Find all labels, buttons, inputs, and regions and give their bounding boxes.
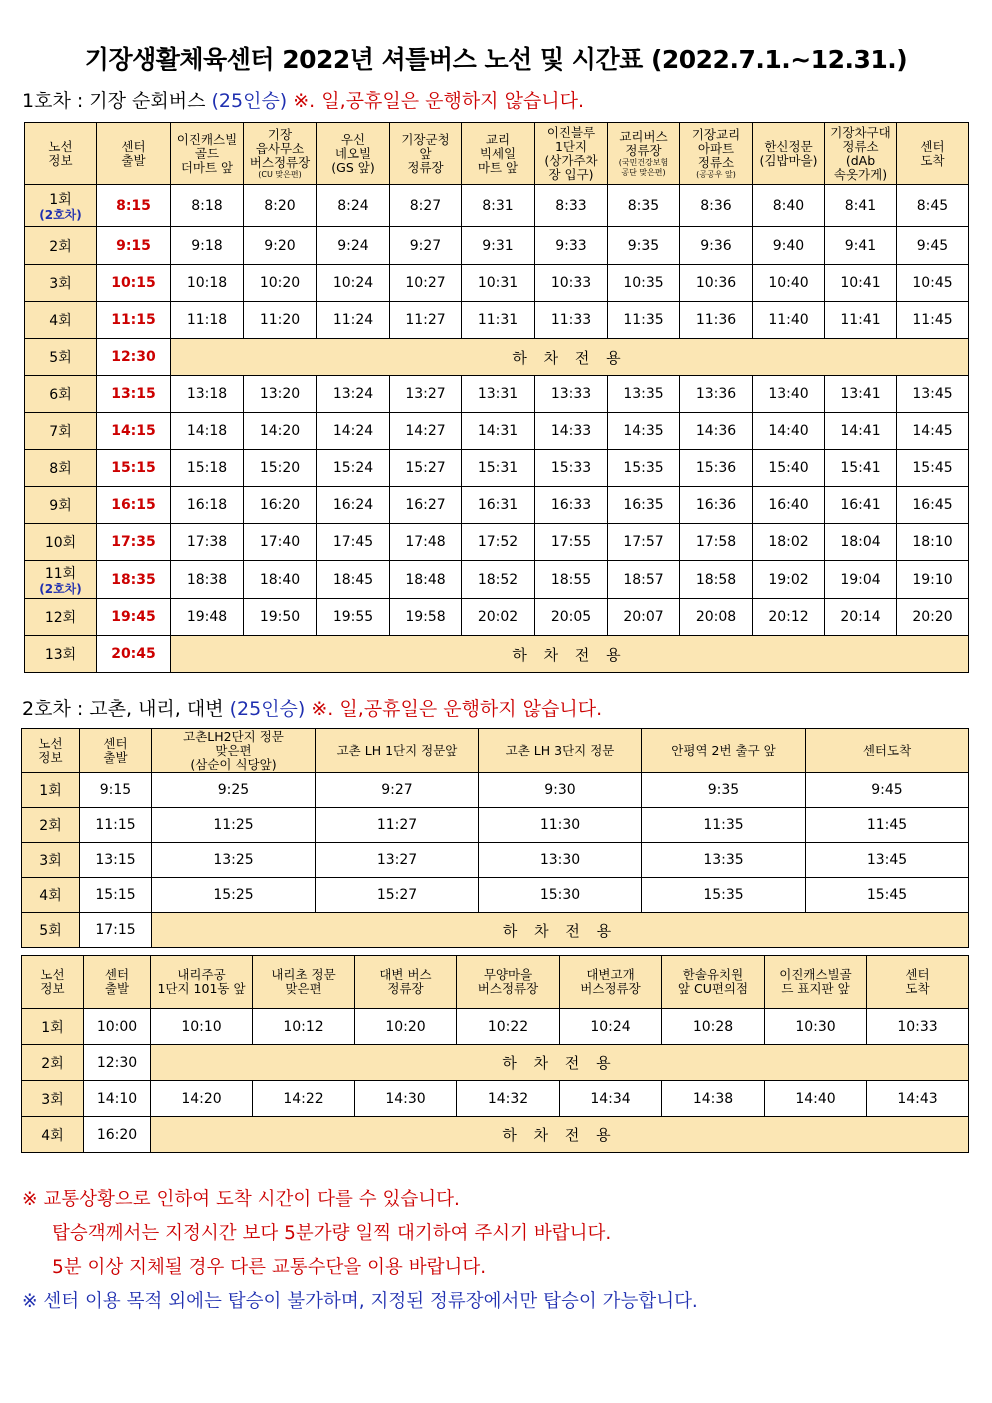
stop-time-cell: 14:40 [765, 1081, 867, 1117]
stop-time-cell: 9:27 [390, 227, 462, 265]
table-row [22, 1117, 969, 1153]
drop-off-only-cell: 하 차 전 용 [152, 913, 969, 948]
trip-label: 1회 [22, 773, 80, 808]
bus2a-header-4: 고촌 LH 3단지 정문 [479, 729, 642, 773]
stop-time-cell: 18:02 [753, 524, 825, 561]
bus2-heading: 2호차 : 고촌, 내리, 대변 [22, 698, 224, 720]
stop-time-cell: 13:45 [897, 376, 969, 413]
stop-time-cell: 11:45 [806, 808, 969, 843]
stop-time-cell: 9:24 [317, 227, 390, 265]
stop-time-cell: 14:30 [355, 1081, 457, 1117]
stop-time-cell: 14:20 [244, 413, 317, 450]
bus2b-header-6: 대변고개 버스정류장 [560, 956, 662, 1009]
stop-time-cell: 8:35 [608, 185, 680, 227]
table-row [25, 302, 969, 339]
stop-time-cell: 17:57 [608, 524, 680, 561]
table-row [25, 599, 969, 636]
stop-time-cell: 9:18 [171, 227, 244, 265]
stop-time-cell: 11:36 [680, 302, 753, 339]
bus1-header-row [25, 123, 969, 185]
stop-time-cell: 8:36 [680, 185, 753, 227]
table-row [25, 413, 969, 450]
stop-time-cell: 18:10 [897, 524, 969, 561]
bus1-header-9-note: (공공우 앞) [696, 169, 736, 179]
stop-time-cell: 15:35 [608, 450, 680, 487]
stop-time-cell: 9:35 [608, 227, 680, 265]
bus1-header-12: 센터 도착 [897, 123, 969, 185]
trip-label: 8회 [25, 450, 97, 487]
trip-label: 10회 [25, 524, 97, 561]
stop-time-cell: 13:27 [316, 843, 479, 878]
bus2b-header-8: 이진캐스빌골 드 표지판 앞 [765, 956, 867, 1009]
drop-off-only-cell: 하 차 전 용 [151, 1117, 969, 1153]
stop-time-cell: 14:20 [151, 1081, 253, 1117]
stop-time-cell: 8:40 [753, 185, 825, 227]
table-row [25, 265, 969, 302]
bus2a-header-row [22, 729, 969, 773]
stop-time-cell: 20:12 [753, 599, 825, 636]
trip-label: 6회 [25, 376, 97, 413]
bus2b-header-9: 센터 도착 [867, 956, 969, 1009]
trip-label: 1회 [22, 1009, 84, 1045]
stop-time-cell: 11:41 [825, 302, 897, 339]
stop-time-cell: 15:45 [897, 450, 969, 487]
stop-time-cell: 14:24 [317, 413, 390, 450]
note-boarding-rule: ※ 센터 이용 목적 외에는 탑승이 불가하며, 지정된 정류장에서만 탑승이 가능합니다. [22, 1291, 698, 1312]
bus1-header-1: 센터 출발 [97, 123, 171, 185]
stop-time-cell: 13:36 [680, 376, 753, 413]
bus1-header-3-note: (CU 맞은편) [258, 169, 302, 179]
bus2b-header-1: 센터 출발 [84, 956, 151, 1009]
stop-time-cell: 13:35 [608, 376, 680, 413]
stop-time-cell: 10:12 [253, 1009, 355, 1045]
trip-label-bus-note: (2호차) [39, 208, 82, 222]
stop-time-cell: 13:41 [825, 376, 897, 413]
stop-time-cell: 16:24 [317, 487, 390, 524]
stop-time-cell: 17:40 [244, 524, 317, 561]
stop-time-cell: 13:27 [390, 376, 462, 413]
stop-time-cell: 17:45 [317, 524, 390, 561]
stop-time-cell: 17:58 [680, 524, 753, 561]
trip-label: 3회 [25, 265, 97, 302]
center-departure-time: 12:30 [84, 1045, 151, 1081]
stop-time-cell: 16:45 [897, 487, 969, 524]
stop-time-cell: 16:27 [390, 487, 462, 524]
stop-time-cell: 14:38 [662, 1081, 765, 1117]
stop-time-cell: 15:33 [535, 450, 608, 487]
bus1-header-9: 기장교리 아파트 정류소 (공공우 앞) [680, 123, 753, 185]
table-row [22, 913, 969, 948]
bus2b-header-0: 노선 정보 [22, 956, 84, 1009]
trip-label: 2회 [22, 808, 80, 843]
bus1-header-8-note: (국민건강보험 공단 맞은편) [618, 157, 669, 177]
stop-time-cell: 18:58 [680, 561, 753, 599]
stop-time-cell: 9:45 [897, 227, 969, 265]
stop-time-cell: 18:40 [244, 561, 317, 599]
notes [22, 1183, 698, 1319]
stop-time-cell: 18:38 [171, 561, 244, 599]
bus1-header-5: 기장군청 앞 정류장 [390, 123, 462, 185]
stop-time-cell: 13:31 [462, 376, 535, 413]
stop-time-cell: 11:25 [152, 808, 316, 843]
bus1-header-6: 교리 빅세일 마트 앞 [462, 123, 535, 185]
stop-time-cell: 10:27 [390, 265, 462, 302]
stop-time-cell: 11:35 [642, 808, 806, 843]
stop-time-cell: 8:24 [317, 185, 390, 227]
stop-time-cell: 16:18 [171, 487, 244, 524]
bus2-timetable-gochon [21, 728, 969, 948]
bus2a-header-1: 센터 출발 [80, 729, 152, 773]
center-departure-time: 11:15 [97, 302, 171, 339]
stop-time-cell: 10:22 [457, 1009, 560, 1045]
stop-time-cell: 13:20 [244, 376, 317, 413]
stop-time-cell: 9:33 [535, 227, 608, 265]
stop-time-cell: 14:27 [390, 413, 462, 450]
stop-time-cell: 18:04 [825, 524, 897, 561]
center-departure-time: 12:30 [97, 339, 171, 376]
stop-time-cell: 10:28 [662, 1009, 765, 1045]
trip-label: 9회 [25, 487, 97, 524]
stop-time-cell: 15:45 [806, 878, 969, 913]
stop-time-cell: 15:40 [753, 450, 825, 487]
stop-time-cell: 14:43 [867, 1081, 969, 1117]
bus2b-header-7: 한솔유치원 앞 CU편의점 [662, 956, 765, 1009]
bus1-capacity: (25인승) [211, 90, 288, 112]
table-row [25, 339, 969, 376]
table-row [25, 524, 969, 561]
bus1-header-10: 한신정문 (김밥마을) [753, 123, 825, 185]
stop-time-cell: 9:31 [462, 227, 535, 265]
stop-time-cell: 14:34 [560, 1081, 662, 1117]
table-row [22, 1081, 969, 1117]
stop-time-cell: 14:41 [825, 413, 897, 450]
bus1-header-2: 이진캐스빌 골드 더마트 앞 [171, 123, 244, 185]
stop-time-cell: 20:07 [608, 599, 680, 636]
stop-time-cell: 11:40 [753, 302, 825, 339]
stop-time-cell: 11:24 [317, 302, 390, 339]
stop-time-cell: 10:36 [680, 265, 753, 302]
stop-time-cell: 10:20 [355, 1009, 457, 1045]
stop-time-cell: 15:35 [642, 878, 806, 913]
bus1-heading-line [22, 86, 584, 113]
table-row [25, 636, 969, 673]
trip-label: 3회 [22, 1081, 84, 1117]
stop-time-cell: 11:30 [479, 808, 642, 843]
table-row [22, 773, 969, 808]
stop-time-cell: 16:36 [680, 487, 753, 524]
trip-label: 7회 [25, 413, 97, 450]
stop-time-cell: 14:35 [608, 413, 680, 450]
stop-time-cell: 13:40 [753, 376, 825, 413]
trip-label-bus-note: (2호차) [39, 582, 82, 596]
table-row [22, 878, 969, 913]
stop-time-cell: 16:35 [608, 487, 680, 524]
bus2a-header-2: 고촌LH2단지 정문 맞은편 (삼순이 식당앞) [152, 729, 316, 773]
stop-time-cell: 8:33 [535, 185, 608, 227]
stop-time-cell: 10:45 [897, 265, 969, 302]
stop-time-cell: 10:40 [753, 265, 825, 302]
stop-time-cell: 11:31 [462, 302, 535, 339]
stop-time-cell: 14:45 [897, 413, 969, 450]
trip-label: 4회 [22, 878, 80, 913]
bus1-notice: ※. 일,공휴일은 운행하지 않습니다. [293, 90, 585, 112]
center-departure-time: 15:15 [80, 878, 152, 913]
stop-time-cell: 10:35 [608, 265, 680, 302]
stop-time-cell: 15:31 [462, 450, 535, 487]
table-row [22, 808, 969, 843]
stop-time-cell: 15:18 [171, 450, 244, 487]
stop-time-cell: 16:31 [462, 487, 535, 524]
center-departure-time: 9:15 [80, 773, 152, 808]
stop-time-cell: 20:14 [825, 599, 897, 636]
table-row [22, 1009, 969, 1045]
center-departure-time: 13:15 [80, 843, 152, 878]
bus1-header-3: 기장 읍사무소 버스정류장 (CU 맞은편) [244, 123, 317, 185]
trip-label: 4회 [22, 1117, 84, 1153]
bus1-header-0: 노선 정보 [25, 123, 97, 185]
trip-label: 13회 [25, 636, 97, 673]
bus1-timetable [24, 122, 969, 673]
center-departure-time: 11:15 [80, 808, 152, 843]
drop-off-only-cell: 하 차 전 용 [151, 1045, 969, 1081]
center-departure-time: 18:35 [97, 561, 171, 599]
bus2a-header-3: 고촌 LH 1단지 정문앞 [316, 729, 479, 773]
bus1-heading: 1호차 : 기장 순회버스 [22, 90, 206, 112]
stop-time-cell: 8:41 [825, 185, 897, 227]
stop-time-cell: 18:48 [390, 561, 462, 599]
stop-time-cell: 19:10 [897, 561, 969, 599]
table-row [22, 1045, 969, 1081]
stop-time-cell: 16:40 [753, 487, 825, 524]
bus2-capacity: (25인승) [229, 698, 306, 720]
bus2-heading-line [22, 694, 602, 721]
bus2-notice: ※. 일,공휴일은 운행하지 않습니다. [311, 698, 603, 720]
stop-time-cell: 14:40 [753, 413, 825, 450]
stop-time-cell: 14:18 [171, 413, 244, 450]
stop-time-cell: 15:24 [317, 450, 390, 487]
stop-time-cell: 10:10 [151, 1009, 253, 1045]
bus1-header-8: 교리버스 정류장 (국민건강보험 공단 맞은편) [608, 123, 680, 185]
stop-time-cell: 15:25 [152, 878, 316, 913]
stop-time-cell: 14:36 [680, 413, 753, 450]
stop-time-cell: 13:24 [317, 376, 390, 413]
center-departure-time: 20:45 [97, 636, 171, 673]
bus2b-header-2: 내리주공 1단지 101동 앞 [151, 956, 253, 1009]
stop-time-cell: 18:57 [608, 561, 680, 599]
stop-time-cell: 19:02 [753, 561, 825, 599]
bus1-header-11: 기장차구대 정류소 (dAb 속옷가게) [825, 123, 897, 185]
trip-label: 5회 [25, 339, 97, 376]
stop-time-cell: 11:27 [390, 302, 462, 339]
stop-time-cell: 15:41 [825, 450, 897, 487]
center-departure-time: 16:15 [97, 487, 171, 524]
stop-time-cell: 13:30 [479, 843, 642, 878]
table-row [25, 450, 969, 487]
bus2b-header-3: 내리초 정문 맞은편 [253, 956, 355, 1009]
table-row [25, 227, 969, 265]
trip-label: 5회 [22, 913, 80, 948]
stop-time-cell: 10:33 [535, 265, 608, 302]
bus2b-header-4: 대변 버스 정류장 [355, 956, 457, 1009]
stop-time-cell: 19:48 [171, 599, 244, 636]
trip-label: 4회 [25, 302, 97, 339]
stop-time-cell: 15:27 [390, 450, 462, 487]
table-row [22, 843, 969, 878]
drop-off-only-cell: 하 차 전 용 [171, 339, 969, 376]
stop-time-cell: 15:20 [244, 450, 317, 487]
trip-label: 1회 (2호차) [25, 185, 97, 227]
stop-time-cell: 19:58 [390, 599, 462, 636]
stop-time-cell: 13:33 [535, 376, 608, 413]
stop-time-cell: 9:25 [152, 773, 316, 808]
stop-time-cell: 10:24 [560, 1009, 662, 1045]
stop-time-cell: 10:20 [244, 265, 317, 302]
stop-time-cell: 17:48 [390, 524, 462, 561]
stop-time-cell: 14:22 [253, 1081, 355, 1117]
stop-time-cell: 10:24 [317, 265, 390, 302]
stop-time-cell: 8:45 [897, 185, 969, 227]
trip-label: 3회 [22, 843, 80, 878]
stop-time-cell: 16:33 [535, 487, 608, 524]
stop-time-cell: 8:20 [244, 185, 317, 227]
stop-time-cell: 13:25 [152, 843, 316, 878]
stop-time-cell: 13:45 [806, 843, 969, 878]
stop-time-cell: 9:40 [753, 227, 825, 265]
center-departure-time: 10:15 [97, 265, 171, 302]
table-row [25, 561, 969, 599]
stop-time-cell: 19:04 [825, 561, 897, 599]
note-wait-early: 탑승객께서는 지정시간 보다 5분가량 일찍 대기하여 주시기 바랍니다. [52, 1223, 612, 1244]
stop-time-cell: 20:20 [897, 599, 969, 636]
stop-time-cell: 20:05 [535, 599, 608, 636]
stop-time-cell: 11:33 [535, 302, 608, 339]
stop-time-cell: 11:18 [171, 302, 244, 339]
bus2a-header-5: 안평역 2번 출구 앞 [642, 729, 806, 773]
note-traffic: ※ 교통상황으로 인하여 도착 시간이 다를 수 있습니다. [22, 1189, 460, 1210]
bus2b-header-row [22, 956, 969, 1009]
center-departure-time: 17:35 [97, 524, 171, 561]
center-departure-time: 8:15 [97, 185, 171, 227]
stop-time-cell: 9:36 [680, 227, 753, 265]
stop-time-cell: 16:41 [825, 487, 897, 524]
note-delay: 5분 이상 지체될 경우 다른 교통수단을 이용 바랍니다. [52, 1257, 487, 1278]
drop-off-only-cell: 하 차 전 용 [171, 636, 969, 673]
bus2a-header-0: 노선 정보 [22, 729, 80, 773]
stop-time-cell: 18:55 [535, 561, 608, 599]
stop-time-cell: 15:30 [479, 878, 642, 913]
bus2b-header-5: 무양마을 버스정류장 [457, 956, 560, 1009]
center-departure-time: 14:10 [84, 1081, 151, 1117]
center-departure-time: 19:45 [97, 599, 171, 636]
stop-time-cell: 18:52 [462, 561, 535, 599]
table-row [25, 487, 969, 524]
stop-time-cell: 10:30 [765, 1009, 867, 1045]
stop-time-cell: 20:02 [462, 599, 535, 636]
page-title: 기장생활체육센터 2022년 셔틀버스 노선 및 시간표 (2022.7.1.~12.31.) [84, 45, 908, 74]
stop-time-cell: 15:36 [680, 450, 753, 487]
stop-time-cell: 11:27 [316, 808, 479, 843]
bus1-header-7: 이진블루 1단지 (상가주차 장 입구) [535, 123, 608, 185]
stop-time-cell: 16:20 [244, 487, 317, 524]
stop-time-cell: 9:41 [825, 227, 897, 265]
stop-time-cell: 19:50 [244, 599, 317, 636]
center-departure-time: 9:15 [97, 227, 171, 265]
stop-time-cell: 10:41 [825, 265, 897, 302]
center-departure-time: 10:00 [84, 1009, 151, 1045]
stop-time-cell: 15:27 [316, 878, 479, 913]
stop-time-cell: 9:45 [806, 773, 969, 808]
trip-label: 11회 (2호차) [25, 561, 97, 599]
stop-time-cell: 20:08 [680, 599, 753, 636]
stop-time-cell: 10:33 [867, 1009, 969, 1045]
trip-label: 12회 [25, 599, 97, 636]
stop-time-cell: 18:45 [317, 561, 390, 599]
center-departure-time: 13:15 [97, 376, 171, 413]
stop-time-cell: 11:35 [608, 302, 680, 339]
trip-label: 2회 [25, 227, 97, 265]
table-row [25, 185, 969, 227]
stop-time-cell: 19:55 [317, 599, 390, 636]
trip-label: 2회 [22, 1045, 84, 1081]
stop-time-cell: 8:31 [462, 185, 535, 227]
stop-time-cell: 9:30 [479, 773, 642, 808]
center-departure-time: 17:15 [80, 913, 152, 948]
stop-time-cell: 14:33 [535, 413, 608, 450]
stop-time-cell: 14:31 [462, 413, 535, 450]
center-departure-time: 14:15 [97, 413, 171, 450]
center-departure-time: 16:20 [84, 1117, 151, 1153]
stop-time-cell: 9:27 [316, 773, 479, 808]
bus2a-header-6: 센터도착 [806, 729, 969, 773]
table-row [25, 376, 969, 413]
stop-time-cell: 8:27 [390, 185, 462, 227]
stop-time-cell: 17:52 [462, 524, 535, 561]
stop-time-cell: 11:20 [244, 302, 317, 339]
stop-time-cell: 13:18 [171, 376, 244, 413]
stop-time-cell: 17:38 [171, 524, 244, 561]
stop-time-cell: 13:35 [642, 843, 806, 878]
stop-time-cell: 10:18 [171, 265, 244, 302]
bus1-header-4: 우신 네오빌 (GS 앞) [317, 123, 390, 185]
stop-time-cell: 8:18 [171, 185, 244, 227]
stop-time-cell: 9:20 [244, 227, 317, 265]
stop-time-cell: 11:45 [897, 302, 969, 339]
stop-time-cell: 9:35 [642, 773, 806, 808]
stop-time-cell: 14:32 [457, 1081, 560, 1117]
center-departure-time: 15:15 [97, 450, 171, 487]
bus2-timetable-naeri-daebyeon [21, 955, 969, 1153]
stop-time-cell: 10:31 [462, 265, 535, 302]
stop-time-cell: 17:55 [535, 524, 608, 561]
